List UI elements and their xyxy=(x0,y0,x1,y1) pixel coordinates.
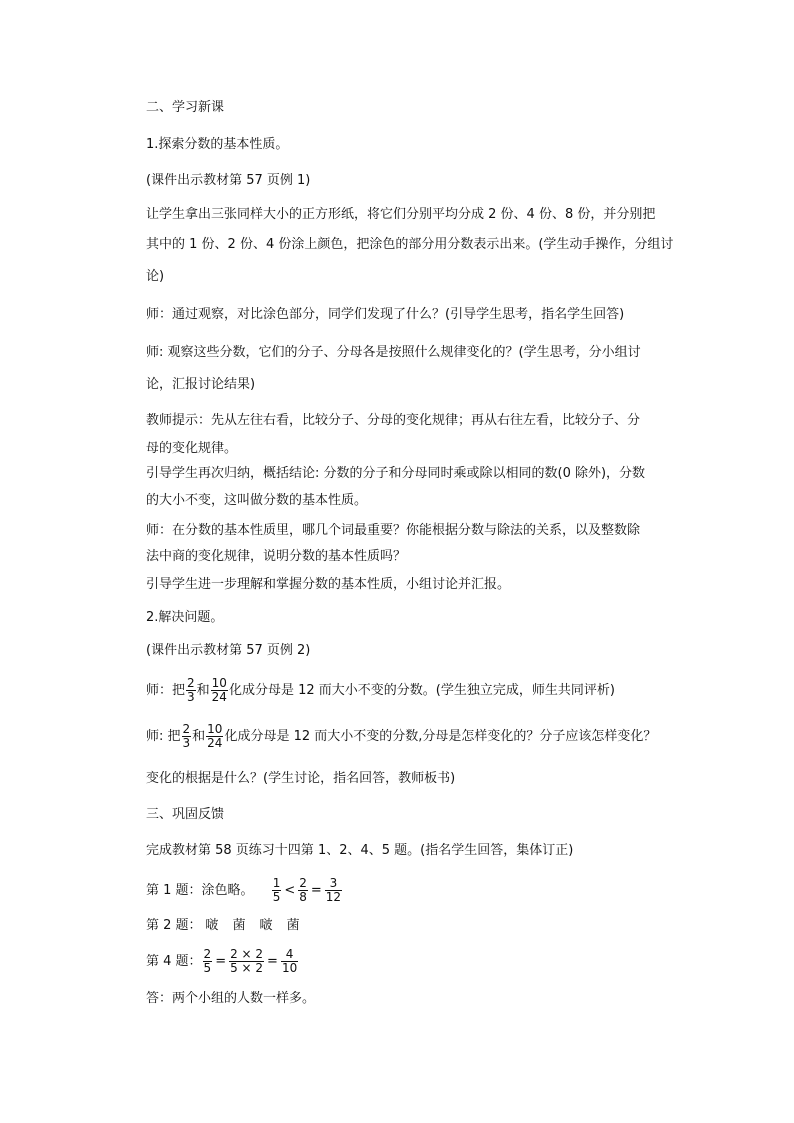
fraction-denominator: 8 xyxy=(299,890,307,904)
fraction-denominator: 3 xyxy=(182,736,191,750)
courseware-note-1: (课件出示教材第 57 页例 1) xyxy=(146,173,311,188)
fraction-denominator: 12 xyxy=(325,890,342,904)
fraction-denominator: 5 xyxy=(203,961,212,975)
question-1-and: 和 xyxy=(196,683,210,698)
fraction-denominator: 10 xyxy=(281,961,298,975)
equals-sign: = xyxy=(310,883,322,898)
fraction-numerator: 3 xyxy=(329,876,338,890)
exercise-1 xyxy=(146,873,343,909)
exercise-intro: 完成教材第 58 页练习十四第 1、2、4、5 题。(指名学生回答，集体订正) xyxy=(146,843,574,858)
paragraph-1-line-2: 其中的 1 份、2 份、4 份涂上颜色，把涂色的部分用分数表示出来。(学生动手操作，分组讨 xyxy=(146,237,674,252)
fraction-denominator: 24 xyxy=(211,690,227,704)
exercise-2-label: 第 2 题： xyxy=(146,918,202,933)
fraction-4-10 xyxy=(281,948,298,975)
fraction-denominator: 5 × 2 xyxy=(230,961,264,975)
exercise-1-label: 第 1 题：涂色略。 xyxy=(146,883,254,898)
question-1-suffix: 化成分母是 12 而大小不变的分数。(学生独立完成，师生共同评析) xyxy=(228,683,615,698)
question-1 xyxy=(146,676,615,706)
fraction-3-12 xyxy=(325,877,342,904)
fraction-numerator: 10 xyxy=(207,722,223,736)
subsection-title-1: 1.探索分数的基本性质。 xyxy=(146,137,289,152)
section-heading-3: 三、巩固反馈 xyxy=(146,807,225,822)
paragraph-5-line-2: 的大小不变，这叫做分数的基本性质。 xyxy=(146,493,368,508)
question-2-line-2: 变化的根据是什么？(学生讨论，指名回答，教师板书) xyxy=(146,771,456,786)
fraction-10-24 xyxy=(211,677,228,704)
exercise-2-item: 菌 xyxy=(286,918,300,933)
paragraph-6-line-1: 师：在分数的基本性质里，哪几个词最重要？你能根据分数与除法的关系，以及整数除 xyxy=(146,523,641,538)
paragraph-5-line-1: 引导学生再次归纳，概括结论: 分数的分子和分母同时乘或除以相同的数(0 除外)，分数 xyxy=(146,466,646,481)
fraction-2-8 xyxy=(298,877,308,904)
subsection-title-2: 2.解决问题。 xyxy=(146,610,224,625)
fraction-denominator: 3 xyxy=(187,690,195,704)
answer-line: 答：两个小组的人数一样多。 xyxy=(146,991,316,1006)
exercise-2-item: 菌 xyxy=(232,918,246,933)
fraction-product xyxy=(229,948,264,975)
section-heading-2: 二、学习新课 xyxy=(146,100,225,115)
fraction-2-3 xyxy=(182,723,192,750)
paragraph-3-line-2: 论，汇报讨论结果) xyxy=(146,377,256,392)
paragraph-1-line-1: 让学生拿出三张同样大小的正方形纸，将它们分别平均分成 2 份、4 份、8 份，并分别把 xyxy=(146,207,656,222)
question-2 xyxy=(146,722,656,752)
fraction-numerator: 2 × 2 xyxy=(230,947,264,961)
question-2-and: 和 xyxy=(192,729,206,744)
question-1-prefix: 师：把 xyxy=(146,683,186,698)
paragraph-3-line-1: 师: 观察这些分数，它们的分子、分母各是按照什么规律变化的？(学生思考，分小组讨 xyxy=(146,345,641,360)
equals-sign: = xyxy=(215,954,227,969)
fraction-denominator: 24 xyxy=(207,736,223,750)
fraction-10-24 xyxy=(206,723,223,750)
less-than-sign: < xyxy=(284,883,296,898)
paragraph-6-line-2: 法中商的变化规律，说明分数的基本性质吗？ xyxy=(146,549,407,564)
exercise-4-label: 第 4 题： xyxy=(146,954,202,969)
fraction-1-5 xyxy=(272,877,282,904)
fraction-numerator: 2 xyxy=(299,876,307,890)
paragraph-1-line-3: 论) xyxy=(146,269,165,284)
fraction-numerator: 10 xyxy=(211,676,227,690)
exercise-2-item: 啵 xyxy=(259,918,273,933)
fraction-numerator: 1 xyxy=(272,876,281,890)
fraction-numerator: 2 xyxy=(203,947,212,961)
exercise-2-item: 啵 xyxy=(205,918,219,933)
question-2-suffix: 化成分母是 12 而大小不变的分数,分母是怎样变化的？分子应该怎样变化？ xyxy=(224,729,657,744)
fraction-numerator: 2 xyxy=(187,676,195,690)
fraction-numerator: 4 xyxy=(285,947,294,961)
exercise-4 xyxy=(146,944,299,980)
question-2-prefix: 师: 把 xyxy=(146,729,181,744)
fraction-denominator: 5 xyxy=(272,890,281,904)
equals-sign: = xyxy=(267,954,278,969)
paragraph-4-line-2: 母的变化规律。 xyxy=(146,441,238,456)
fraction-2-3 xyxy=(186,677,196,704)
paragraph-7: 引导学生进一步理解和掌握分数的基本性质，小组讨论并汇报。 xyxy=(146,577,511,592)
exercise-2 xyxy=(146,917,300,935)
paragraph-4-line-1: 教师提示：先从左往右看，比较分子、分母的变化规律；再从右往左看，比较分子、分 xyxy=(146,413,641,428)
fraction-numerator: 2 xyxy=(182,722,191,736)
paragraph-2: 师：通过观察，对比涂色部分，同学们发现了什么？(引导学生思考，指名学生回答) xyxy=(146,307,625,322)
courseware-note-2: (课件出示教材第 57 页例 2) xyxy=(146,643,311,658)
fraction-2-5 xyxy=(203,948,213,975)
